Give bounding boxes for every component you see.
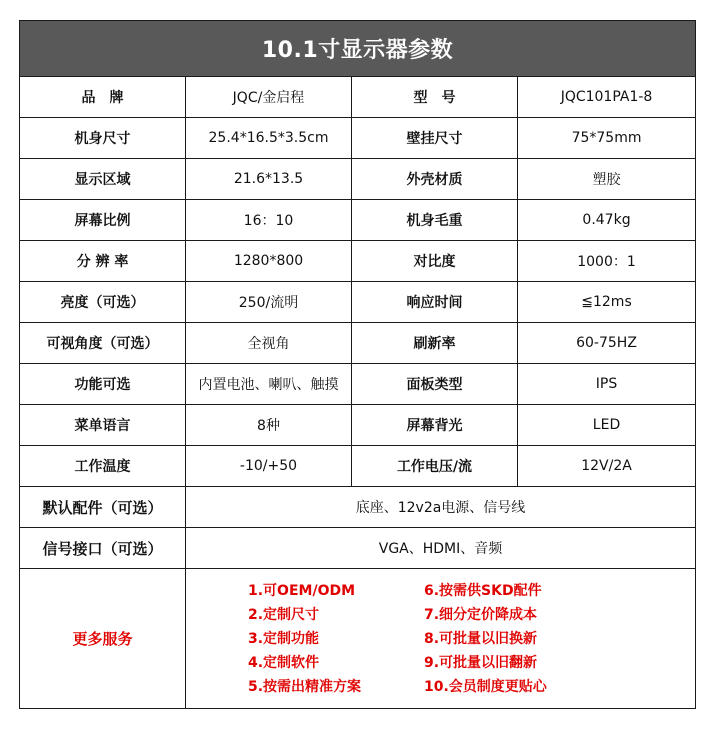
spec-value: 16：10 xyxy=(186,200,352,241)
spec-label: 菜单语言 xyxy=(20,405,186,446)
spec-value: 75*75mm xyxy=(518,118,696,159)
spec-row xyxy=(20,200,696,241)
spec-row xyxy=(20,446,696,487)
interfaces-label: 信号接口（可选） xyxy=(20,528,186,569)
spec-label: 壁挂尺寸 xyxy=(352,118,518,159)
spec-label: 显示区域 xyxy=(20,159,186,200)
spec-value: 21.6*13.5 xyxy=(186,159,352,200)
interfaces-row xyxy=(20,528,696,569)
page-title: 10.1寸显示器参数 xyxy=(20,21,696,77)
service-item: 7.细分定价降成本 xyxy=(424,606,538,623)
spec-table xyxy=(19,20,696,709)
spec-row xyxy=(20,364,696,405)
services-label: 更多服务 xyxy=(20,569,186,709)
spec-label: 型 号 xyxy=(352,77,518,118)
accessories-value: 底座、12v2a电源、信号线 xyxy=(186,487,696,528)
spec-label: 屏幕比例 xyxy=(20,200,186,241)
services-cell xyxy=(186,569,696,709)
spec-value: 全视角 xyxy=(186,323,352,364)
spec-value: 1000：1 xyxy=(518,241,696,282)
spec-value: JQC101PA1-8 xyxy=(518,77,696,118)
service-item: 6.按需供SKD配件 xyxy=(424,582,542,599)
service-item: 3.定制功能 xyxy=(248,630,320,647)
spec-value: 塑胶 xyxy=(518,159,696,200)
spec-label: 品 牌 xyxy=(20,77,186,118)
service-item: 5.按需出精准方案 xyxy=(248,678,362,695)
spec-value: 25.4*16.5*3.5cm xyxy=(186,118,352,159)
spec-value: 内置电池、喇叭、触摸 xyxy=(186,364,352,405)
spec-label: 亮度（可选） xyxy=(20,282,186,323)
spec-label: 功能可选 xyxy=(20,364,186,405)
spec-row xyxy=(20,241,696,282)
spec-value: LED xyxy=(518,405,696,446)
spec-label: 机身尺寸 xyxy=(20,118,186,159)
spec-label: 外壳材质 xyxy=(352,159,518,200)
spec-label: 工作电压/流 xyxy=(352,446,518,487)
service-item: 8.可批量以旧换新 xyxy=(424,630,538,647)
spec-value: 250/流明 xyxy=(186,282,352,323)
spec-value: 0.47kg xyxy=(518,200,696,241)
service-item: 1.可OEM/ODM xyxy=(248,582,356,599)
spec-row xyxy=(20,405,696,446)
services-row xyxy=(20,569,696,709)
spec-value: IPS xyxy=(518,364,696,405)
spec-row xyxy=(20,159,696,200)
spec-value: 8种 xyxy=(186,405,352,446)
spec-label: 对比度 xyxy=(352,241,518,282)
spec-value: 60-75HZ xyxy=(518,323,696,364)
spec-value: 1280*800 xyxy=(186,241,352,282)
spec-label: 屏幕背光 xyxy=(352,405,518,446)
spec-row xyxy=(20,323,696,364)
spec-value: 12V/2A xyxy=(518,446,696,487)
spec-label: 刷新率 xyxy=(352,323,518,364)
service-item: 2.定制尺寸 xyxy=(248,606,320,623)
spec-label: 响应时间 xyxy=(352,282,518,323)
spec-label: 可视角度（可选） xyxy=(20,323,186,364)
spec-row xyxy=(20,77,696,118)
service-item: 9.可批量以旧翻新 xyxy=(424,654,538,671)
service-item: 4.定制软件 xyxy=(248,654,320,671)
spec-row xyxy=(20,118,696,159)
spec-value: JQC/金启程 xyxy=(186,77,352,118)
spec-label: 机身毛重 xyxy=(352,200,518,241)
accessories-row xyxy=(20,487,696,528)
spec-label: 面板类型 xyxy=(352,364,518,405)
interfaces-value: VGA、HDMI、音频 xyxy=(186,528,696,569)
service-item: 10.会员制度更贴心 xyxy=(424,678,547,695)
spec-label: 分 辨 率 xyxy=(20,241,186,282)
spec-label: 工作温度 xyxy=(20,446,186,487)
accessories-label: 默认配件（可选） xyxy=(20,487,186,528)
spec-row xyxy=(20,282,696,323)
spec-value: -10/+50 xyxy=(186,446,352,487)
spec-value: ≦12ms xyxy=(518,282,696,323)
services-list xyxy=(248,582,695,696)
